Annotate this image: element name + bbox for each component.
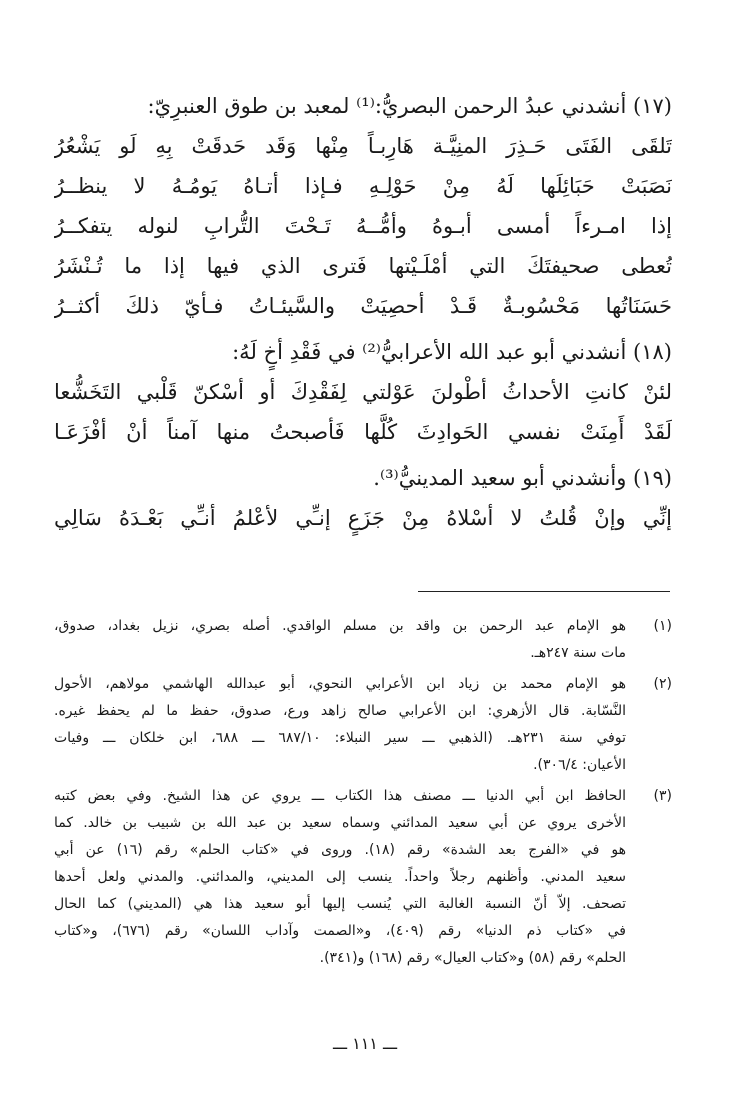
footnote	[54, 671, 672, 779]
verse-line: لَقَدْ أَمِنَتْ نفسي الحَوادِثَ كُلَّها فَأصبحتُ منها آمناً أنْ أفْزَعَـا	[54, 420, 672, 444]
footnote-number: (١)	[653, 618, 672, 634]
footnote-line: في «كتاب ذم الدنيا» رقم (٤٠٩)، و«الصمت وآداب اللسان» رقم (٦٧٦)، و«كتاب	[54, 923, 626, 939]
verse-line: لئنْ كانتِ الأحداثُ أطْولنَ عَوْلتي لِفَقْدِكَ أو أسْكنّ قَلْبي التَخَشُّعا	[54, 380, 672, 404]
footnote-line: النَّسّابة. قال الأزهري: ابن الأعرابي صالح زاهد ورع، صدوق، حفظ ما لم يحفظ غيره.	[54, 703, 626, 719]
footnote-line: هو الإمام عبد الرحمن بن واقد بن مسلم الواقدي. أصله بصري، نزيل بغداد، صدوق،	[54, 618, 626, 634]
verse-line: إنِّي وإنْ قُلتُ لا أسْلاهُ مِنْ جَزَعٍ إنـِّي لأعْلمُ أنـِّي بَعْـدَهُ سَالِي	[54, 506, 672, 530]
footnote-line: مات سنة ٢٤٧هـ.	[530, 645, 626, 661]
footnote-line: هو في «الفرج بعد الشدة» رقم (١٨). وروى في «كتاب الحلم» رقم (١٦) عن أبي	[54, 842, 626, 858]
footnote-line: الحافظ ابن أبي الدنيا ـــ مصنف هذا الكتاب ـــ يروي عن هذا الشيخ. وفي بعض كتبه	[54, 788, 626, 804]
footnote-number: (٣)	[653, 788, 672, 804]
verse-line: إذا امـرءاً أمسى أبـوهُ وأمُّــهُ تَـحْتَ التُّرابِ لنوله يتفكــرُ	[54, 214, 672, 238]
footnote	[54, 783, 672, 972]
footnote-line: الأخرى يروي عن أبي سعيد المدائني وسماه سعيد بن عبد الله بن شبيب بن خالد. كما	[54, 815, 626, 831]
footnote-line: تصحف. إلاّ أنّ النسبة الغالبة التي يُنسب إليها أبو سعيد هذا هي (المديني) كما الحال	[54, 896, 626, 912]
verse-line: تَلقَى الفَتَى حَـذِرَ المنِيَّـة هَارِبـاً مِنْها وَقَد حَدقَتْ بِهِ لَو يَشْعُرُ	[54, 134, 672, 158]
entry-heading: (١٩) وأنشدني أبو سعيد المدينيُّ⁽³⁾.	[373, 466, 672, 490]
footnote-line: الأعيان: ٣٠٦/٤).	[533, 757, 626, 773]
verse-line: حَسَنَاتُها مَحْسُوبـةٌ قَـدْ أحصِيَتْ والسَّيئـاتُ فـأيّ ذلكَ أكثــرُ	[54, 294, 672, 318]
footnote-line: هو الإمام محمد بن زياد ابن الأعرابي النحوي، أبو عبدالله الهاشمي مولاهم، الأحول	[54, 676, 626, 692]
footnote-separator	[418, 591, 670, 592]
footnote-line: سعيد المدني. وأظنهم رجلاً واحداً. ينسب إلى المديني، والمدائني. والمدني ولعل أحدها	[54, 869, 626, 885]
main-text	[54, 86, 672, 544]
entry-heading: (١٨) أنشدني أبو عبد الله الأعرابيُّ⁽²⁾ في فَقْدِ أخٍ لَهُ:	[232, 340, 672, 364]
poem-entry	[54, 458, 672, 538]
footnotes	[54, 613, 672, 976]
verse-line: نَصَبَتْ حَبَائِلَها لَهُ مِنْ حَوْلِـهِ فـإذا أتـاهُ يَومُـهُ لا ينظــرُ	[54, 174, 672, 198]
page-number: ـــ ١١١ ـــ	[332, 1034, 398, 1053]
footnote-number: (٢)	[653, 676, 672, 692]
entry-heading: (١٧) أنشدني عبدُ الرحمن البصريُّ:⁽¹⁾ لمعبد بن طوق العنبرِيّ:	[147, 94, 672, 118]
poem-entry	[54, 86, 672, 326]
footnote	[54, 613, 672, 667]
footnote-line: الحلم» رقم (٥٨) و«كتاب العيال» رقم (١٦٨) و(٣٤١).	[319, 950, 626, 966]
poem-entry	[54, 332, 672, 452]
footnote-line: توفي سنة ٢٣١هـ. (الذهبي ـــ سير النبلاء: ٦٨٧/١٠ ـــ ٦٨٨، ابن خلكان ـــ وفيات	[54, 730, 626, 746]
verse-line: تُعطى صحيفتَكَ التي أمْلَـيْتها فَترى الذي فيها إذا ما تُـنْشَرُ	[54, 254, 672, 278]
